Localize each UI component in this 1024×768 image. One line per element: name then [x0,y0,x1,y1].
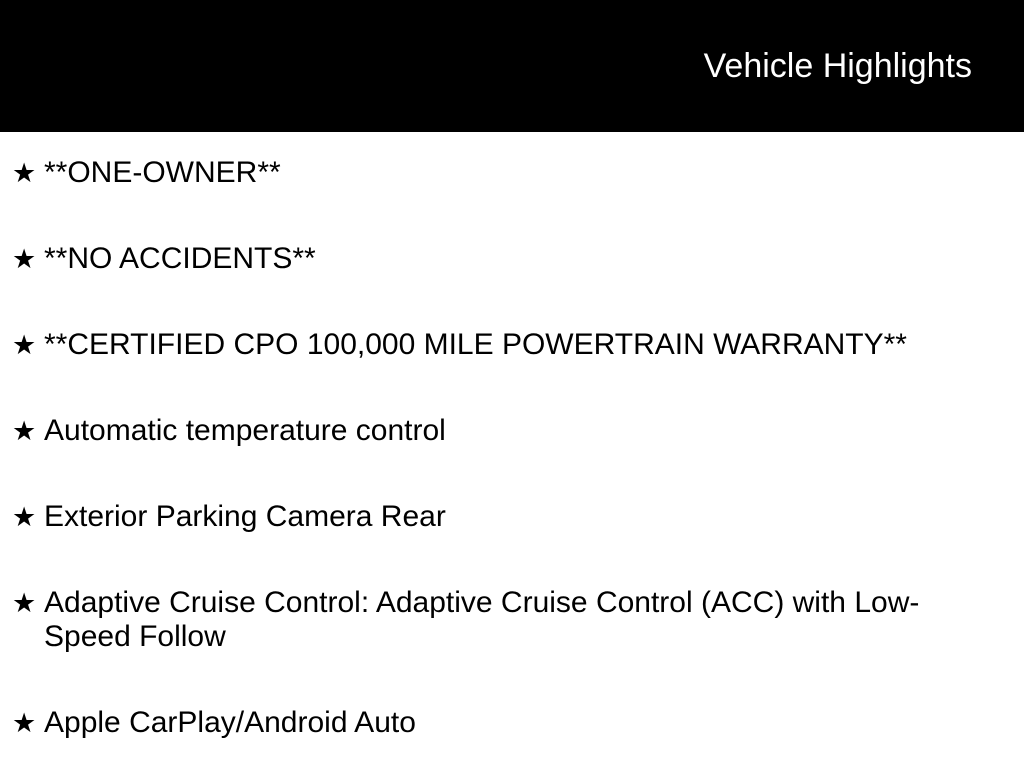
star-icon: ★ [12,158,37,188]
star-icon: ★ [12,416,37,446]
highlight-item-label: **NO ACCIDENTS** [44,242,316,275]
highlight-item [12,414,976,448]
highlight-item-label: **ONE-OWNER** [44,156,281,189]
page-title: Vehicle Highlights [703,47,972,85]
star-icon: ★ [12,502,37,532]
highlight-item [12,586,976,654]
star-icon: ★ [12,588,37,618]
highlight-item [12,500,976,534]
highlight-item-label: Adaptive Cruise Control: Adaptive Cruise Control (ACC) with Low-Speed Follow [44,586,920,653]
star-icon: ★ [12,708,37,738]
star-icon: ★ [12,330,37,360]
highlight-item [12,242,976,276]
highlight-item [12,706,976,740]
highlight-item-label: Exterior Parking Camera Rear [44,500,446,533]
highlight-item-label: Automatic temperature control [44,414,446,447]
highlight-item-label: Apple CarPlay/Android Auto [44,706,416,739]
highlight-item [12,156,976,190]
star-icon: ★ [12,244,37,274]
highlight-item [12,328,976,362]
header-bar [0,0,1024,132]
highlight-item-label: **CERTIFIED CPO 100,000 MILE POWERTRAIN WARRANTY** [44,328,907,361]
highlights-list [0,132,1024,740]
